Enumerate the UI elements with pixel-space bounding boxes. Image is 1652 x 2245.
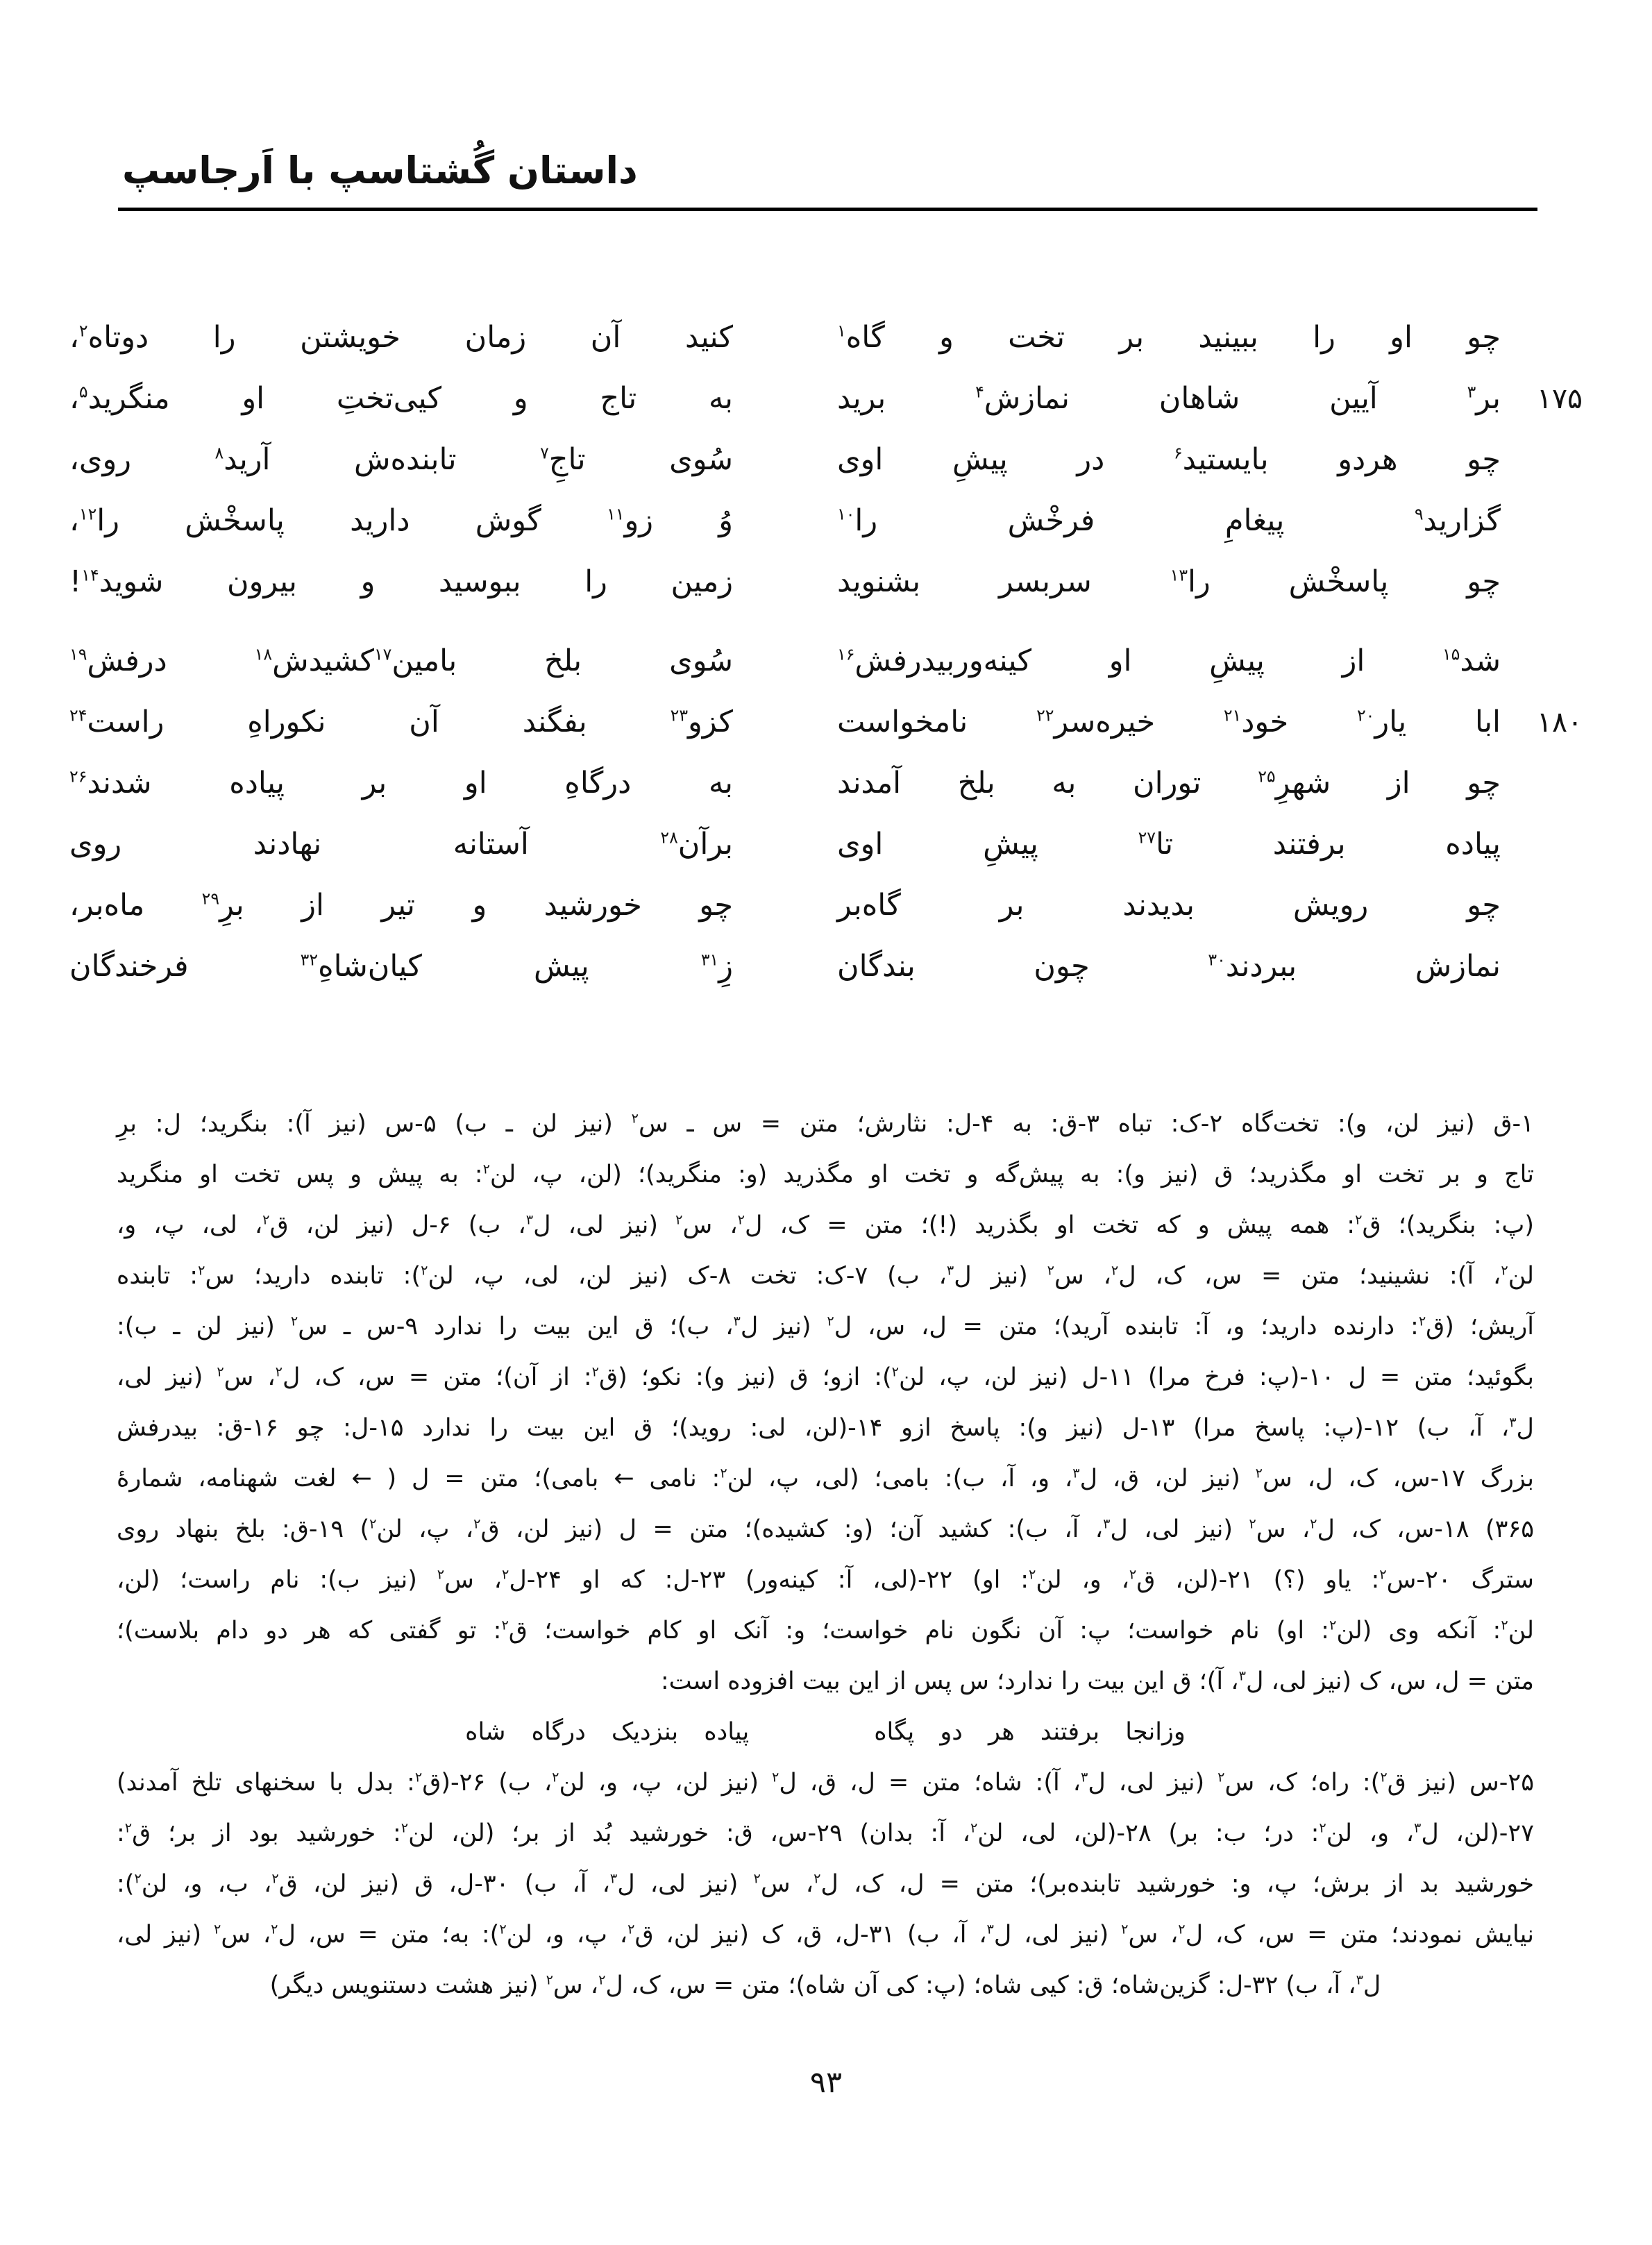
page-number: ۹۳: [809, 2065, 843, 2100]
hemistich-left: کزو$^{۲۳}$ بفگند آن نکوراهِ راست$^{۲۴}$: [69, 705, 733, 739]
footnote-line: تاج و بر تخت او مگذرید؛ ق (نیز و): به پیش‌گه و تخت او مگذرید (و: منگرید)؛ (لن، پ، لن$^۲$: به پیش و پس تخت او منگرید: [117, 1161, 1534, 1188]
poem-couplet: [69, 630, 1583, 691]
footnote-line: لن$^۲$، آ): نشینید؛ متن = س، ک، ل$^۲$، س$^۲$ (نیز ل$^۳$، ب) ۷-ک: تخت ۸-ک (نیز لن، لی، پ، لن$^۲$): تابنده دارید؛ س$^۲$: تابنده: [117, 1262, 1534, 1290]
hemistich-right: شد$^{۱۵}$ از پیشِ او کینه‌وربیدرفش$^{۱۶}$: [837, 644, 1501, 678]
inserted-verse-right: وزانجا برفتند هر دو پگاه: [874, 1718, 1186, 1746]
footnote-line: نیایش نمودند؛ متن = س، ک، ل$^۲$، س$^۲$ (نیز لی، ل$^۳$، آ، ب) ۳۱-ل، ق، ک (نیز لن، ق$^۲$، پ، و، لن$^۲$): به؛ متن = س، ل$^۲$، س$^۲$ (نیز لی،: [117, 1921, 1534, 1949]
hemistich-left: کنید آن زمان خویشتن را دوتاه$^۲$،: [69, 320, 733, 355]
hemistich-right: چو او را ببینید بر تخت و گاه$^۱$: [837, 320, 1501, 355]
footnote-line: ۳۶۵) ۱۸-س، ک، ل$^۲$، س$^۲$ (نیز لی، ل$^۳$، آ، ب): کشید آن؛ (و: کشیده)؛ متن = ل (نیز لن، ق$^۲$، پ، لن$^۲$) ۱۹-ق: بلخ بنهاد روی: [117, 1515, 1534, 1543]
footnote-line: (پ: بنگرید)؛ ق$^۲$: همه پیش و که تخت او بگذرید (!)؛ متن = ک، ل$^۲$، س$^۲$ (نیز لی، ل$^۳$، ب) ۶-ل (نیز لن، ق$^۲$، لی، پ، و،: [117, 1211, 1534, 1239]
verse-number: ۱۸۰: [1536, 705, 1583, 739]
footnote-line: ۲۷-(لن، ل$^۳$، و، لن$^۲$: در؛ ب: بر) ۲۸-(لن، لی، لن$^۲$، آ: بدان) ۲۹-س، ق: خورشید بُد از بر؛ (لن، لن$^۲$: خورشید بود از بر؛ ق$^۲$:: [117, 1819, 1535, 1847]
hemistich-left: چو خورشید و تیر از برِ$^{۲۹}$ ماه‌بر،: [69, 888, 733, 923]
verse-number: ۱۷۵: [1536, 382, 1583, 415]
poem-stanza: [69, 630, 1583, 997]
poem-couplet: [69, 368, 1583, 429]
inserted-verse-left: پیاده بنزدیک درگاه شاه: [465, 1718, 750, 1746]
hemistich-right: چو از شهرِ$^{۲۵}$ توران به بلخ آمدند: [837, 766, 1501, 800]
hemistich-left: زِ$^{۳۱}$ پیش کیان‌شاهِ$^{۳۲}$ فرخندگان: [69, 949, 734, 984]
hemistich-right: نمازش ببردند$^{۳۰}$ چون بندگان: [837, 949, 1501, 984]
hemistich-right: ابا یار$^{۲۰}$ خود$^{۲۱}$ خیره‌سر$^{۲۲}$ نامخواست: [837, 705, 1501, 739]
footnote-inserted-verse: [117, 1707, 1534, 1758]
hemistich-right: گزارید$^۹$ پیغامِ فرخْش را$^{۱۰}$: [837, 503, 1501, 538]
hemistich-right: چو پاسخْش را$^{۱۳}$ سربسر بشنوید: [837, 564, 1501, 599]
hemistich-left: وُ زو$^{۱۱}$ گوش دارید پاسخْش را$^{۱۲}$،: [69, 503, 734, 538]
footnote-line: ل$^۳$، آ، ب) ۳۲-ل: گزین‌شاه؛ ق: کیی شاه؛ (پ: کی آن شاه)؛ متن = س، ک، ل$^۲$، س$^۲$ (نیز هشت دستنویس دیگر): [269, 1971, 1381, 1999]
header-rule: [118, 208, 1537, 211]
footnote-line: بزرگ ۱۷-س، ک، ل، س$^۲$ (نیز لن، ق، ل$^۳$، و، آ، ب): بامی؛ (لی، پ، لن$^۲$: نامی ← بامی)؛ متن = ل ( ← لغت شهنامه، شمارهٔ: [117, 1465, 1534, 1493]
footnote-line: متن = ل، س، ک (نیز لی، ل$^۳$، آ)؛ ق این بیت را ندارد؛ س پس از این بیت افزوده است:: [660, 1667, 1534, 1695]
poem-couplet: [69, 814, 1583, 875]
footnote-line: ۱-ق (نیز لن، و): تخت‌گاه ۲-ک: تباه ۳-ق: به ۴-ل: نثارش؛ متن = س ـ س$^۲$ (نیز لن ـ ب) ۵-س (نیز آ): بنگرید؛ ل: برِ: [117, 1110, 1534, 1138]
hemistich-right: چو رویش بدیدند بر گاه‌بر: [837, 888, 1501, 923]
page-title: داستان گُشتاسپ با اَرجاسپ: [122, 149, 638, 192]
footnote-line: لن$^۲$: آنکه وی (لن$^۲$: او) نام خواست؛ پ: آن نگون نام خواست؛ و: آنک او کام خواست؛ ق$^۲$: تو گفتی که هر دو دام بلاست)؛: [117, 1617, 1535, 1645]
footnote-line: ۲۵-س (نیز ق$^۲$): راه؛ ک، س$^۲$ (نیز لی، ل$^۳$، آ): شاه؛ متن = ل، ق، ل$^۲$ (نیز لن، پ، و، لن$^۲$، ب) ۲۶-(ق$^۲$: بدل با سخنهای تلخ آمدند): [117, 1769, 1535, 1797]
poem-couplet: [69, 936, 1583, 997]
footnote-line: ل$^۳$، آ، ب) ۱۲-(پ: پاسخ مرا) ۱۳-ل (نیز و): پاسخ ازو ۱۴-(لن، لی: روید)؛ ق این بیت را ندارد ۱۵-ل: چو ۱۶-ق: بیدرفش: [117, 1414, 1534, 1442]
poem-couplet: [69, 490, 1583, 551]
hemistich-left: به درگاهِ او بر پیاده شدند$^{۲۶}$: [69, 766, 733, 800]
footnote-line: سترگ ۲۰-س$^۲$: یاو (؟) ۲۱-(لن، ق$^۲$، و، لن$^۲$: او) ۲۲-(لی، آ: کینه‌ور) ۲۳-ل: که او ۲۴-ل$^۲$، س$^۲$ (نیز ب): نام راست؛ (لن،: [117, 1566, 1534, 1594]
footnote-line: بگوئید؛ متن = ل ۱۰-(پ: فرخ مرا) ۱۱-ل (نیز لن، پ، لن$^۲$): ازو؛ ق (نیز و): نکو؛ (ق$^۲$: از آن)؛ متن = س، ک، ل$^۲$، س$^۲$ (نیز لی،: [117, 1363, 1534, 1391]
footnote-line: آریش؛ (ق$^۲$: دارنده دارید؛ و، آ: تابنده آرید)؛ متن = ل، س، ل$^۲$ (نیز ل$^۳$، ب)؛ ق این بیت را ندارد ۹-س ـ س$^۲$ (نیز لن ـ ب):: [117, 1313, 1534, 1340]
hemistich-right: بر$^۳$ آیین شاهان نمازش$^۴$ برید: [837, 381, 1501, 416]
footnote-line: خورشید بد از برش؛ پ، و: خورشید تابنده‌بر)؛ متن = ل، ک، ل$^۲$، س$^۲$ (نیز لی، ل$^۳$، آ، ب) ۳۰-ل، ق (نیز لن، ق$^۲$، ب، و، لن$^۲$):: [117, 1870, 1534, 1898]
poem-block: [69, 307, 1583, 997]
hemistich-left: به تاج و کیی‌تختِ او منگرید$^۵$،: [69, 381, 733, 416]
hemistich-left: برآن$^{۲۸}$ آستانه نهادند روی: [69, 827, 733, 861]
poem-couplet: [69, 691, 1583, 752]
hemistich-left: سُوی تاجِ$^۷$ تابنده‌ش آرید$^۸$ روی،: [69, 442, 733, 477]
poem-couplet: [69, 307, 1583, 368]
poem-couplet: [69, 752, 1583, 814]
poem-couplet: [69, 429, 1583, 490]
poem-stanza: [69, 307, 1583, 612]
footnotes-block: [117, 1099, 1534, 2011]
poem-couplet: [69, 551, 1583, 612]
poem-couplet: [69, 875, 1583, 936]
hemistich-right: پیاده برفتند تا$^{۲۷}$ پیشِ اوی: [837, 827, 1501, 861]
hemistich-left: زمین را ببوسید و بیرون شوید$^{۱۴}$!: [69, 564, 733, 599]
hemistich-left: سُوی بلخ بامین$^{۱۷}$کشیدش$^{۱۸}$ درفش$^{۱۹}$: [69, 644, 733, 678]
hemistich-right: چو هردو بایستید$^۶$ در پیشِ اوی: [837, 442, 1501, 477]
